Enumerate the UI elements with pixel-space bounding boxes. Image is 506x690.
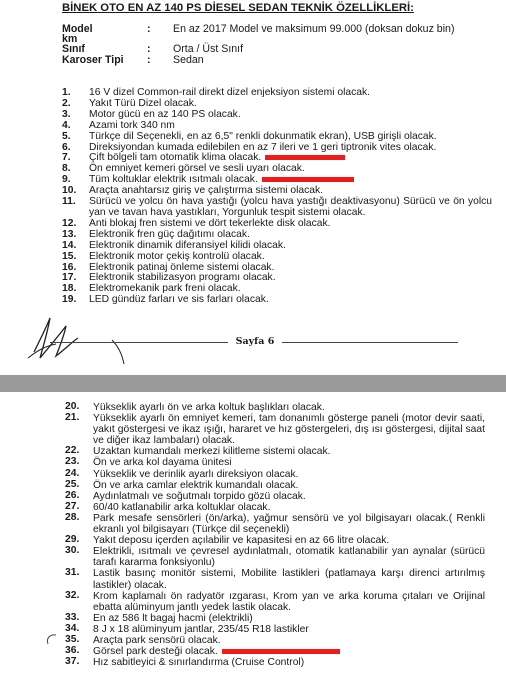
document-title: BİNEK OTO EN AZ 140 PS DİESEL SEDAN TEKNİK ÖZELLİKLERİ: [62, 2, 414, 14]
item-text [93, 624, 485, 635]
item-text [93, 469, 485, 480]
spec-label: Karoser Tipi [62, 54, 124, 66]
item-text-content: Uzaktan kumandalı merkezi kilitleme sistemi olacak. [93, 446, 331, 458]
item-text [93, 502, 485, 513]
item-text-content: Ön emniyet kemeri görsel ve sesli uyarı olacak. [89, 163, 305, 175]
item-number: 22. [65, 445, 80, 457]
redaction-mark [262, 177, 354, 182]
item-number: 33. [65, 611, 80, 623]
item-number: 24. [65, 467, 80, 479]
requirements-list-1 [62, 88, 492, 306]
item-number: 15. [62, 250, 77, 262]
list-item [65, 502, 485, 513]
spec-colon: : [147, 54, 151, 66]
item-text [89, 197, 492, 219]
list-item [65, 624, 485, 635]
item-number: 1. [62, 87, 71, 98]
item-text-content: Elektronik stabilizasyon programı olacak. [89, 272, 276, 284]
item-text-content: Direksiyondan kumada edilebilen en az 7 ileri ve 1 geri tiptronik vites olacak. [89, 141, 437, 153]
requirements-list-2 [65, 402, 485, 668]
item-text-content: Elektronik fren güç dağıtımı olacak. [89, 228, 250, 240]
item-text-content: Tüm koltuklar elektrik ısıtmalı olacak. [89, 174, 258, 186]
list-item [65, 591, 485, 613]
item-number: 3. [62, 108, 71, 120]
item-number: 29. [65, 534, 80, 546]
list-item [65, 469, 485, 480]
item-number: 20. [65, 401, 80, 412]
item-number: 17. [62, 272, 77, 284]
item-text-content: Araçta anahtarsız giriş ve çalıştırma sistemi olacak. [89, 185, 324, 197]
item-text-content: Elektronik dinamik diferansiyel kilidi olacak. [89, 239, 286, 251]
list-item [65, 568, 485, 590]
spec-value: En az 2017 Model ve maksimum 99.000 (doksan dokuz bin) [173, 23, 455, 35]
list-item [65, 402, 485, 413]
item-text [93, 402, 485, 413]
item-text-content: 16 V dizel Common-rail direkt dizel enjeksiyon sistemi olacak. [89, 87, 370, 98]
spec-row-model [62, 24, 482, 35]
item-text-content: LED gündüz farları ve sis farları olacak. [89, 294, 269, 306]
item-text [93, 491, 485, 502]
list-item [65, 480, 485, 491]
spec-label: Sınıf [62, 43, 85, 55]
item-text [93, 535, 485, 546]
item-text-content: Elektrikli, ısıtmalı ve çevresel aydınlatmalı, otomatik katlanabilir yan aynalar (sürücü tarafı kararma fonksiyonlu) [93, 546, 485, 569]
item-number: 32. [65, 589, 80, 601]
item-text [93, 635, 485, 646]
item-text [93, 457, 485, 468]
item-number: 2. [62, 97, 71, 109]
item-number: 10. [62, 185, 77, 197]
spec-value: Orta / Üst Sınıf [173, 43, 244, 55]
item-number: 13. [62, 228, 77, 240]
spec-row-class [62, 44, 482, 55]
item-text-content: Yükseklik ayarlı ön ve arka koltuk başlıkları olacak. [93, 402, 325, 413]
item-text [93, 413, 485, 446]
list-item [65, 535, 485, 546]
spec-table [62, 24, 482, 66]
item-text-content: Yakıt deposu içerden açılabilir ve kapasitesi en az 66 litre olacak. [93, 535, 390, 547]
item-number: 21. [65, 412, 80, 424]
item-number: 6. [62, 141, 71, 153]
item-text-content: Lastik basınç monitör sistemi, Mobilite lastikleri (patlamaya karşı direnci artırılmış lastikler) olacak. [93, 568, 485, 591]
item-text [93, 613, 485, 624]
spec-value: Sedan [173, 54, 204, 66]
list-item [65, 546, 485, 568]
item-text [93, 568, 485, 590]
margin-mark [44, 632, 58, 646]
item-number: 8. [62, 163, 71, 175]
spec-colon: : [147, 23, 151, 35]
item-text-content: Türkçe dil Seçenekli, en az 6,5" renkli dokunmatik ekran), USB girişli olacak. [89, 130, 437, 142]
item-number: 5. [62, 130, 71, 142]
list-item [65, 513, 485, 535]
item-text [93, 513, 485, 535]
item-number: 26. [65, 489, 80, 501]
item-number: 7. [62, 152, 71, 164]
item-text-content: 8 J x 18 alüminyum jantlar, 235/45 R18 lastikler [93, 623, 309, 635]
item-text-content: Yükseklik ayarlı ön emniyet kemeri, tam donanımlı gösterge paneli (motor devir saati, yakıt göstergesi ve ikaz ışığı, hararet ve hız göstergeleri, dış ısı göstergesi, dijital saat ve diğer ikaz lambaları) olacak. [93, 413, 485, 447]
item-number: 19. [62, 294, 77, 306]
item-text-content: Çift bölgeli tam otomatik klima olacak. [89, 152, 262, 164]
item-text-content: Park mesafe sensörleri (ön/arka), yağmur sensörü ve yol bilgisayarı olacak.( Renkli ekranlı yol bilgisayarı (Türkçe dil seçenekli) [93, 512, 485, 536]
item-text [93, 546, 485, 568]
item-text [93, 480, 485, 491]
item-number: 23. [65, 456, 80, 468]
item-text-content: En az 586 lt bagaj hacmi (elektrikli) [93, 612, 253, 624]
redaction-mark [222, 649, 340, 654]
item-number: 4. [62, 119, 71, 131]
item-number: 27. [65, 500, 80, 512]
item-text-content: Anti blokaj fren sistemi ve dört tekerlekte disk olacak. [89, 217, 331, 229]
item-number: 18. [62, 283, 77, 295]
item-number: 31. [65, 567, 80, 579]
item-text-content: Krom kaplamalı ön radyatör ızgarası, Krom yan ve arka koruma çıtaları ve Orijinal ebatta alüminyum jantlı yedek lastik olacak. [93, 590, 485, 613]
redaction-mark [265, 155, 345, 160]
item-text-content: 60/40 katlanabilir arka koltuklar olacak. [93, 501, 271, 513]
item-number: 11. [62, 196, 76, 208]
item-number: 12. [62, 217, 77, 229]
spec-label-km: km [62, 33, 78, 45]
item-text-content: Ön ve arka camlar elektrik kumandalı olacak. [93, 479, 299, 491]
item-text-content: Elektronik patinaj önleme sistemi olacak. [89, 261, 275, 273]
item-number: 37. [65, 656, 80, 668]
item-text-content: Araçta park sensörü olacak. [93, 634, 221, 646]
item-number: 16. [62, 261, 77, 273]
item-number: 14. [62, 239, 77, 251]
item-number: 34. [65, 622, 80, 634]
item-text-content: Ön ve arka kol dayama ünitesi [93, 457, 232, 469]
item-text-content: Aydınlatmalı ve soğutmalı torpido gözü olacak. [93, 490, 306, 502]
item-number: 36. [65, 645, 80, 657]
list-item [62, 197, 492, 219]
item-text [93, 646, 485, 657]
item-text-content: Motor gücü en az 140 PS olacak. [89, 108, 241, 120]
signature-scribble [26, 300, 136, 370]
item-text-content: Hız sabitleyici & sınırlandırma (Cruise Control) [93, 657, 305, 669]
item-number: 35. [65, 633, 80, 645]
item-text-content: Sürücü ve yolcu ön hava yastığı (yolcu hava yastığı deaktivasyonu) Sürücü ve ön yolcu yan ve tavan hava yastıkları, Yorgunluk tespit sistemi olacak. [89, 196, 492, 218]
item-text [89, 295, 492, 306]
item-text-content: Yükseklik ve derinlik ayarlı direksiyon olacak. [93, 468, 299, 480]
item-text-content: Azami tork 340 nm [89, 119, 175, 131]
list-item [65, 457, 485, 468]
item-number: 30. [65, 545, 80, 557]
list-item [65, 491, 485, 502]
item-number: 25. [65, 478, 80, 490]
list-item [65, 613, 485, 624]
list-item [65, 646, 485, 657]
list-item [65, 446, 485, 457]
list-item [65, 413, 485, 446]
item-text-content: Görsel park desteği olacak. [93, 646, 218, 658]
spec-label: Model [62, 23, 93, 35]
item-number: 28. [65, 511, 80, 523]
spec-colon: : [147, 43, 151, 55]
item-text [93, 591, 485, 613]
list-item [65, 657, 485, 668]
item-text-content: Yakıt Türü Dizel olacak. [89, 97, 197, 109]
list-item [65, 635, 485, 646]
item-text [93, 446, 485, 457]
item-text [93, 657, 485, 668]
item-text-content: Elektromekanik park freni olacak. [89, 283, 241, 295]
page-number: Sayfa 6 [235, 336, 275, 347]
item-number: 9. [62, 174, 71, 186]
page-separator [0, 375, 506, 392]
spec-row-body-type [62, 55, 482, 66]
item-text-content: Elektronik motor çekiş kontrolü olacak. [89, 250, 265, 262]
